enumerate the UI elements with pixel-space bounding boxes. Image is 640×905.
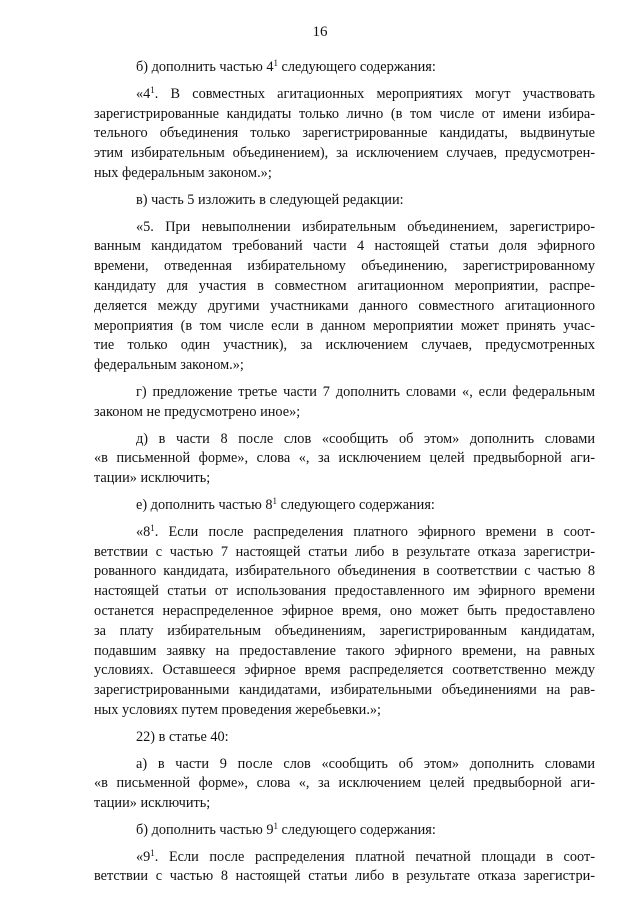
paragraph-g — [94, 383, 595, 423]
superscript: 1 — [150, 84, 155, 95]
text-run: г) предложение третье части 7 дополнить словами «, если федеральным — [136, 383, 595, 400]
text-line — [94, 124, 595, 144]
superscript: 1 — [273, 58, 278, 68]
text-run: «в письменной форме», слова «, за исключением целей предвыборной аги- — [94, 450, 595, 467]
text-line — [94, 602, 595, 622]
paragraph-b-intro — [94, 58, 595, 78]
text-line — [94, 496, 595, 516]
text-line — [94, 383, 595, 403]
text-line — [94, 755, 595, 775]
text-run: тации» исключить; — [94, 470, 211, 487]
text-line — [94, 297, 595, 317]
text-run: следующего содержания: — [277, 496, 435, 513]
superscript: 1 — [150, 847, 155, 858]
text-line — [94, 622, 595, 642]
paragraph-b-9-1 — [94, 848, 595, 888]
text-line — [94, 728, 595, 748]
text-run: ветствии с частью 7 настоящей статьи либо в результате отказа зарегистри- — [94, 543, 595, 560]
text-run: кандидату для участия в совместном агитационном мероприятии, распре- — [94, 277, 595, 294]
text-run: ветствии с частью 8 настоящей статьи либо в результате отказа зарегистри- — [94, 868, 595, 885]
text-run: ных условиях путем проведения жеребьевки.»; — [94, 701, 382, 718]
page-number: 16 — [312, 24, 328, 40]
text-line — [94, 58, 595, 78]
text-run: настоящей статьи от использования предоставленного им эфирного времени — [94, 583, 595, 600]
text-run: «4 — [136, 85, 151, 102]
text-run: ных федеральным законом.»; — [94, 164, 272, 181]
paragraph-b-40-intro — [94, 821, 595, 841]
paragraph-e-8-1 — [94, 523, 595, 721]
superscript: 1 — [273, 820, 278, 831]
superscript: 1 — [272, 495, 278, 506]
text-line — [94, 543, 595, 563]
text-run: останется нераспределенное эфирное время, оно может быть предоставлено — [94, 602, 595, 619]
text-line — [94, 681, 595, 701]
text-line — [94, 164, 595, 184]
text-run: подавшим заявку на предоставление такого эфирного времени, на равных — [94, 642, 595, 659]
text-line — [94, 701, 595, 721]
text-run: . Если после распределения платного эфирного времени в соот- — [154, 523, 595, 540]
text-line — [94, 642, 595, 662]
text-run: «8 — [136, 523, 151, 540]
text-run: этим избирательным объединением), за исключением случаев, предусмотрен- — [94, 145, 595, 162]
text-run: б) дополнить частью 4 — [136, 59, 274, 75]
text-run: зарегистрированные кандидаты только лично (в том числе от имени избира- — [94, 105, 595, 122]
text-line — [94, 430, 595, 450]
text-run: рованного кандидата, избирательного объединения в соответствии с частью 8 — [94, 563, 595, 580]
text-run: б) дополнить частью 9 — [136, 821, 274, 838]
text-run: следующего содержания: — [277, 821, 436, 838]
text-line — [94, 469, 595, 489]
text-run: а) в части 9 после слов «сообщить об этом» дополнить словами — [136, 755, 595, 772]
text-run: е) дополнить частью 8 — [136, 496, 273, 513]
text-line — [94, 191, 595, 211]
text-run: зарегистрированными кандидатами, избирательными объединениями на рав- — [94, 682, 595, 699]
text-run: . Если после распределения платной печатной площади в соот- — [154, 848, 595, 865]
paragraph-item-22 — [94, 728, 595, 748]
text-run: времени, отведенная избирательному объединению, зарегистрированному — [94, 258, 595, 275]
text-run: условиях. Оставшееся эфирное время распределяется соответственно между — [94, 662, 595, 679]
text-run: за плату избирательным объединениям, зарегистрированным кандидатам, — [94, 622, 595, 639]
text-run: ванным кандидатом требований части 4 настоящей статьи доля эфирного — [94, 238, 595, 255]
text-run: д) в части 8 после слов «сообщить об этом» дополнить словами — [136, 430, 595, 447]
text-run: тие только один участник), за исключением случаев, предусмотренных — [94, 337, 595, 354]
text-line — [94, 218, 595, 238]
text-run: законом не предусмотрено иное»; — [94, 403, 301, 420]
text-line — [94, 85, 595, 105]
text-run: тации» исключить; — [94, 795, 211, 812]
text-line — [94, 821, 595, 841]
text-run: деляется между другими участниками данного совместного агитационного — [94, 297, 595, 314]
text-line — [94, 582, 595, 602]
text-line — [94, 277, 595, 297]
text-line — [94, 144, 595, 164]
paragraph-a-40 — [94, 755, 595, 814]
text-line — [94, 257, 595, 277]
text-line — [94, 774, 595, 794]
text-line — [94, 336, 595, 356]
paragraph-v-intro — [94, 191, 595, 211]
text-line — [94, 403, 595, 423]
text-line — [94, 237, 595, 257]
document-body — [94, 58, 595, 894]
text-run: . В совместных агитационных мероприятиях могут участвовать — [154, 85, 595, 102]
text-run: «5. При невыполнении избирательным объединением, зарегистриро- — [136, 218, 595, 235]
text-line — [94, 867, 595, 887]
text-line — [94, 105, 595, 125]
text-line — [94, 794, 595, 814]
text-run: мероприятия (в том числе если в данном мероприятии может принять учас- — [94, 317, 595, 334]
text-run: в) часть 5 изложить в следующей редакции: — [136, 191, 404, 208]
text-line — [94, 848, 595, 868]
paragraph-b-4-1 — [94, 85, 595, 184]
text-line — [94, 523, 595, 543]
text-line — [94, 661, 595, 681]
text-run: «в письменной форме», слова «, за исключением целей предвыборной аги- — [94, 775, 595, 792]
text-line — [94, 317, 595, 337]
text-run: «9 — [136, 848, 151, 865]
paragraph-e-intro — [94, 496, 595, 516]
paragraph-v-5 — [94, 218, 595, 376]
text-run: 22) в статье 40: — [136, 728, 229, 745]
superscript: 1 — [150, 522, 155, 533]
text-run: федеральным законом.»; — [94, 357, 244, 374]
text-run: следующего содержания: — [277, 59, 436, 75]
text-line — [94, 562, 595, 582]
text-line — [94, 449, 595, 469]
text-run: тельного объединения только зарегистрированные кандидаты, выдвинутые — [94, 125, 595, 142]
text-line — [94, 356, 595, 376]
paragraph-d — [94, 430, 595, 489]
